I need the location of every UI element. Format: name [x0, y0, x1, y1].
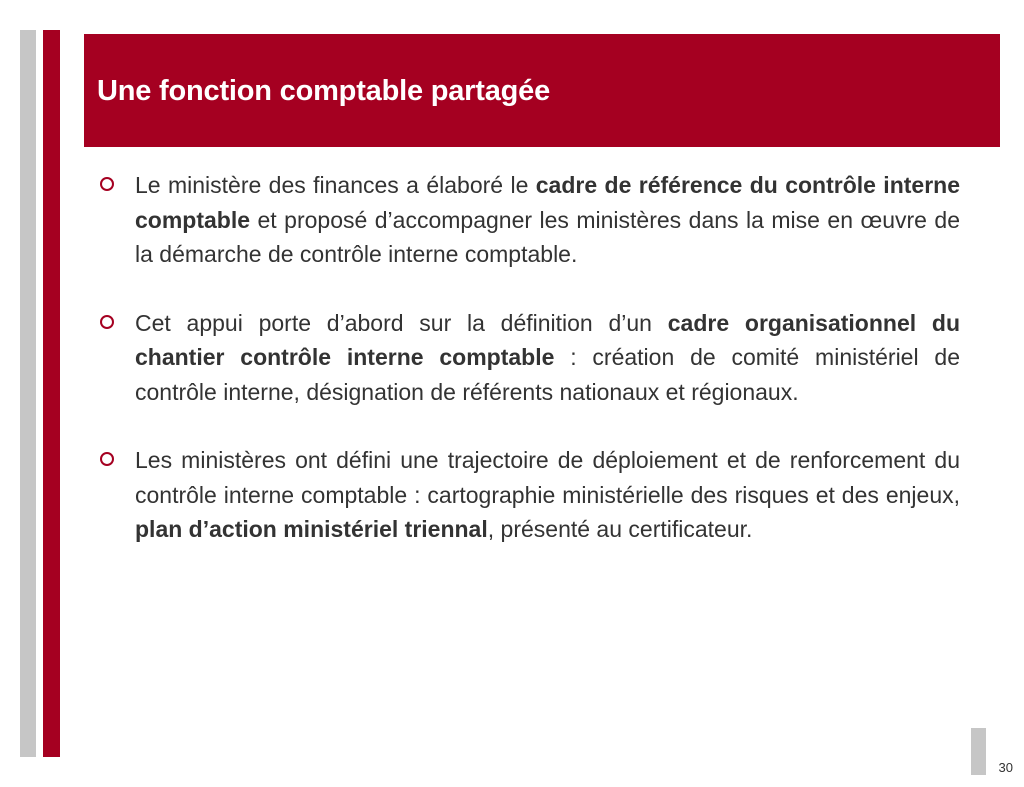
title-banner [84, 34, 1000, 147]
bullet-item [96, 443, 960, 547]
bullet-item [96, 168, 960, 272]
decorative-footer-bar [971, 728, 986, 775]
hollow-circle-bullet-icon [100, 315, 114, 329]
bullet-text-bold: cadre de référence du contrôle interne comptable [135, 172, 960, 233]
page-number: 30 [998, 760, 1013, 775]
bullet-text-plain: Cet appui porte d’abord sur la définition d’un [135, 309, 668, 336]
slide-title: Une fonction comptable partagée [97, 75, 551, 107]
bullet-text-bold: cadre organisationnel du chantier contrôle interne comptable [135, 309, 960, 370]
hollow-circle-bullet-icon [100, 452, 114, 466]
bullet-text-plain: , présenté au certificateur. [487, 516, 753, 542]
bullet-list [96, 168, 960, 581]
decorative-side-bar-grey [20, 30, 36, 757]
bullet-item [96, 306, 960, 410]
hollow-circle-bullet-icon [100, 177, 114, 191]
bullet-text-plain: Le ministère des finances a élaboré le [135, 172, 536, 198]
bullet-text-bold: plan d’action ministériel triennal [135, 516, 488, 542]
bullet-text-plain: et proposé d’accompagner les ministères dans la mise en œuvre de la démarche de contrôle interne comptable. [135, 206, 960, 267]
bullet-text-plain: : création de comité ministériel de contrôle interne, désignation de référents nationaux et régionaux. [135, 344, 960, 405]
decorative-side-bar-red [43, 30, 60, 757]
bullet-text-plain: Les ministères ont défini une trajectoire de déploiement et de renforcement du contrôle interne comptable : cartographie ministérielle des risques et des enjeux, [135, 447, 960, 508]
